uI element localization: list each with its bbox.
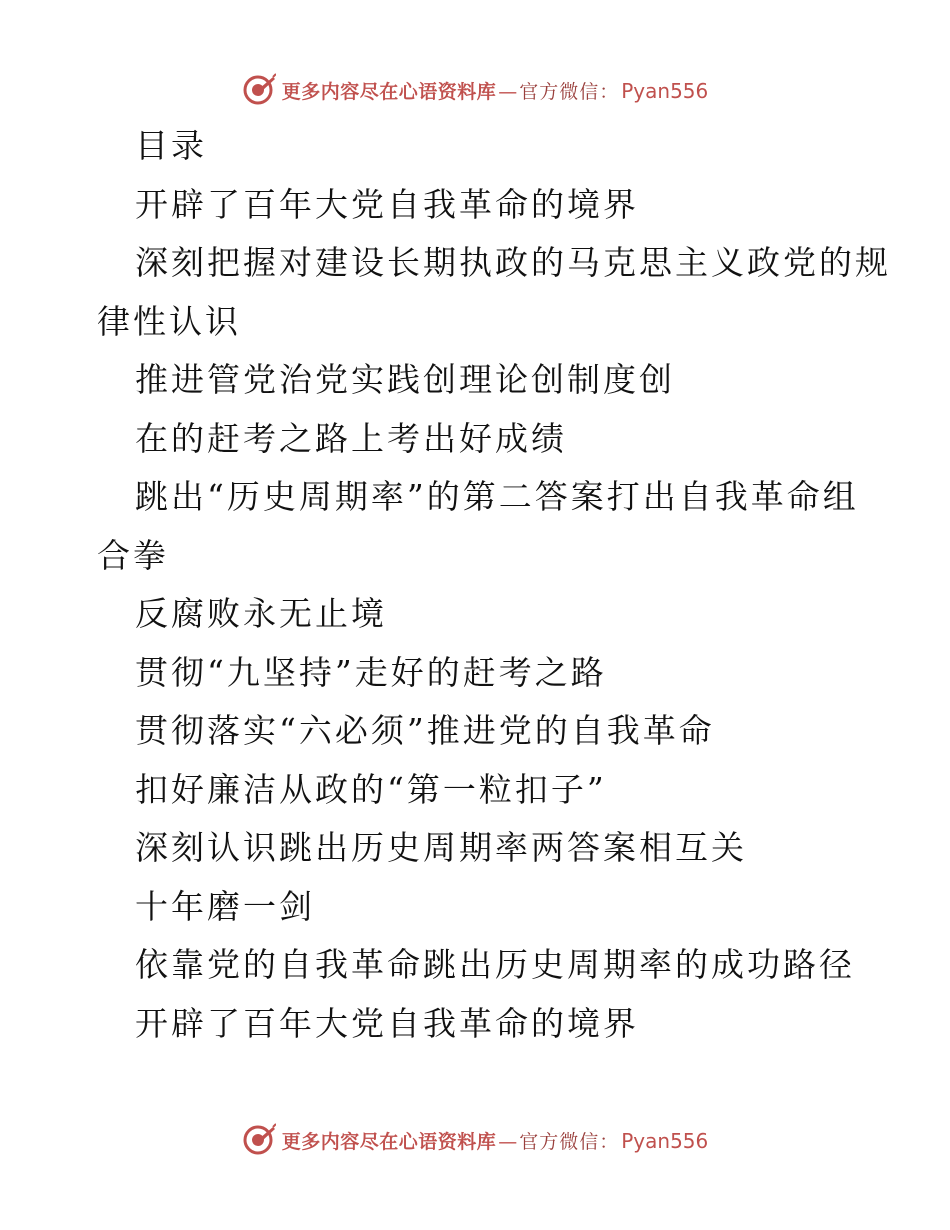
toc-item: 贯彻“九坚持”走好的赶考之路: [135, 652, 607, 692]
pen-logo-icon: [242, 1123, 276, 1157]
toc-item: 扣好廉洁从政的“第一粒扣子”: [135, 769, 607, 809]
watermark-sub-text: 官方微信：: [519, 1130, 620, 1153]
watermark-sub-text: 官方微信：: [519, 80, 620, 103]
toc-item: 跳出“历史周期率”的第二答案打出自我革命组: [135, 477, 859, 516]
toc-item: 开辟了百年大党自我革命的境界: [135, 1003, 639, 1043]
toc-item: 十年磨一剑: [135, 886, 315, 926]
watermark-wechat-id: Pyan556: [621, 78, 709, 103]
toc-item: 开辟了百年大党自我革命的境界: [135, 184, 639, 224]
table-of-contents: [97, 117, 891, 1053]
toc-item-continuation: 律性认识: [97, 301, 241, 341]
footer-watermark: [0, 1120, 950, 1160]
watermark-main-text: 更多内容尽在心语资料库: [281, 80, 497, 103]
toc-heading: 目录: [135, 126, 207, 165]
header-watermark: [0, 70, 950, 110]
watermark-dash: —: [498, 1130, 518, 1153]
toc-item-continuation: 合拳: [97, 535, 169, 575]
toc-item: 在的赶考之路上考出好成绩: [135, 418, 567, 458]
toc-item: 推进管党治党实践创理论创制度创: [135, 360, 675, 399]
pen-logo-icon: [242, 73, 276, 107]
watermark-dash: —: [498, 80, 518, 103]
toc-item: 反腐败永无止境: [135, 594, 387, 633]
toc-item: 深刻认识跳出历史周期率两答案相互关: [135, 828, 747, 867]
toc-item: 依靠党的自我革命跳出历史周期率的成功路径: [135, 945, 855, 984]
watermark-wechat-id: Pyan556: [621, 1128, 709, 1153]
toc-item: 深刻把握对建设长期执政的马克思主义政党的规: [135, 243, 891, 282]
toc-item: 贯彻落实“六必须”推进党的自我革命: [135, 711, 715, 750]
watermark-main-text: 更多内容尽在心语资料库: [281, 1130, 497, 1153]
